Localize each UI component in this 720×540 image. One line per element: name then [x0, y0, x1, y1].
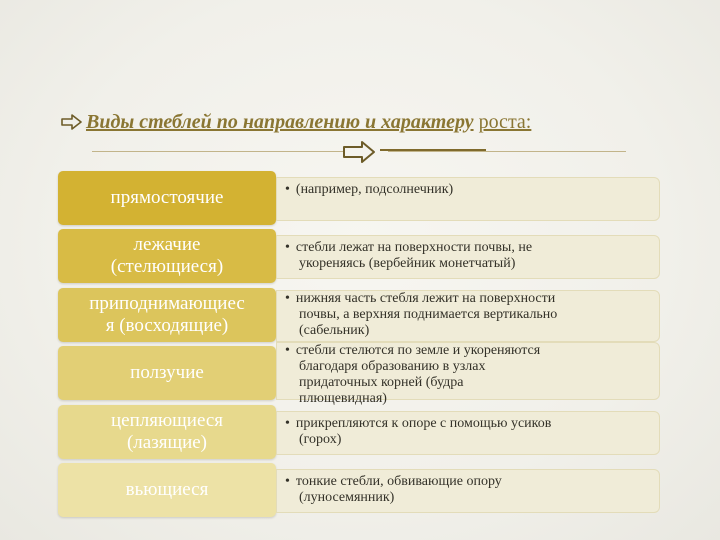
stem-type-label-line: лежачие [133, 234, 201, 255]
description-line: почвы, а верхняя поднимается вертикально [299, 307, 558, 322]
stem-type-label [58, 463, 276, 517]
divider-mid [380, 149, 486, 151]
arrow-bullet-icon [340, 138, 380, 166]
stem-type-description [276, 469, 660, 513]
stem-type-description [276, 290, 660, 342]
stem-type-label-line: (лазящие) [126, 432, 208, 453]
stem-type-row [58, 229, 664, 283]
stem-type-label-line: ползучие [130, 362, 204, 383]
divider-right [388, 151, 626, 152]
description-bullet-line: • тонкие стебли, обвивающие опору [295, 474, 649, 490]
description-line: благодаря образованию в узлах [299, 359, 486, 374]
description-bullet-line: • (например, подсолнечник) [295, 182, 649, 198]
description-bullet-line: • стебли стелются по земле и укореняются [295, 343, 649, 359]
stem-type-description [276, 342, 660, 406]
description-bullet-line: • стебли лежат на поверхности почвы, не [295, 240, 649, 256]
divider-left [92, 151, 344, 152]
description-line: (луносемянник) [299, 490, 395, 505]
title-italic-text: Виды стеблей по направлению и характеру [86, 110, 474, 133]
stem-type-label-line: прямостоячие [110, 187, 224, 208]
stem-type-label [58, 405, 276, 459]
stem-type-row [58, 288, 664, 342]
stem-type-row [58, 171, 664, 225]
description-bullet-line: • нижняя часть стебля лежит на поверхности [295, 291, 649, 307]
description-line: (сабельник) [299, 323, 370, 338]
description-line: укореняясь (вербейник монетчатый) [299, 256, 516, 271]
description-line: плющевидная) [299, 391, 387, 406]
slide-title [58, 108, 678, 136]
stem-type-label-line: (стелющиеся) [110, 256, 224, 277]
stem-type-label-line: приподнимающиес [89, 293, 245, 314]
stem-type-description [276, 411, 660, 455]
stem-type-row [58, 343, 664, 406]
arrow-bullet-icon [58, 111, 84, 133]
stem-type-row [58, 405, 664, 459]
description-line: (горох) [299, 432, 342, 447]
description-line: придаточных корней (будра [299, 375, 464, 390]
stem-type-label [58, 288, 276, 342]
stem-type-label [58, 171, 276, 225]
stem-type-label-line: цепляющиеся [110, 410, 224, 431]
stem-type-label-line: я (восходящие) [105, 315, 229, 336]
stem-type-description [276, 235, 660, 279]
stem-type-row [58, 463, 664, 517]
stem-type-label [58, 229, 276, 283]
stem-type-label [58, 346, 276, 400]
stem-type-description [276, 177, 660, 221]
title-plain-text: роста: [478, 110, 532, 133]
stem-type-label-line: вьющиеся [125, 479, 209, 500]
description-bullet-line: • прикрепляются к опоре с помощью усиков [295, 416, 649, 432]
